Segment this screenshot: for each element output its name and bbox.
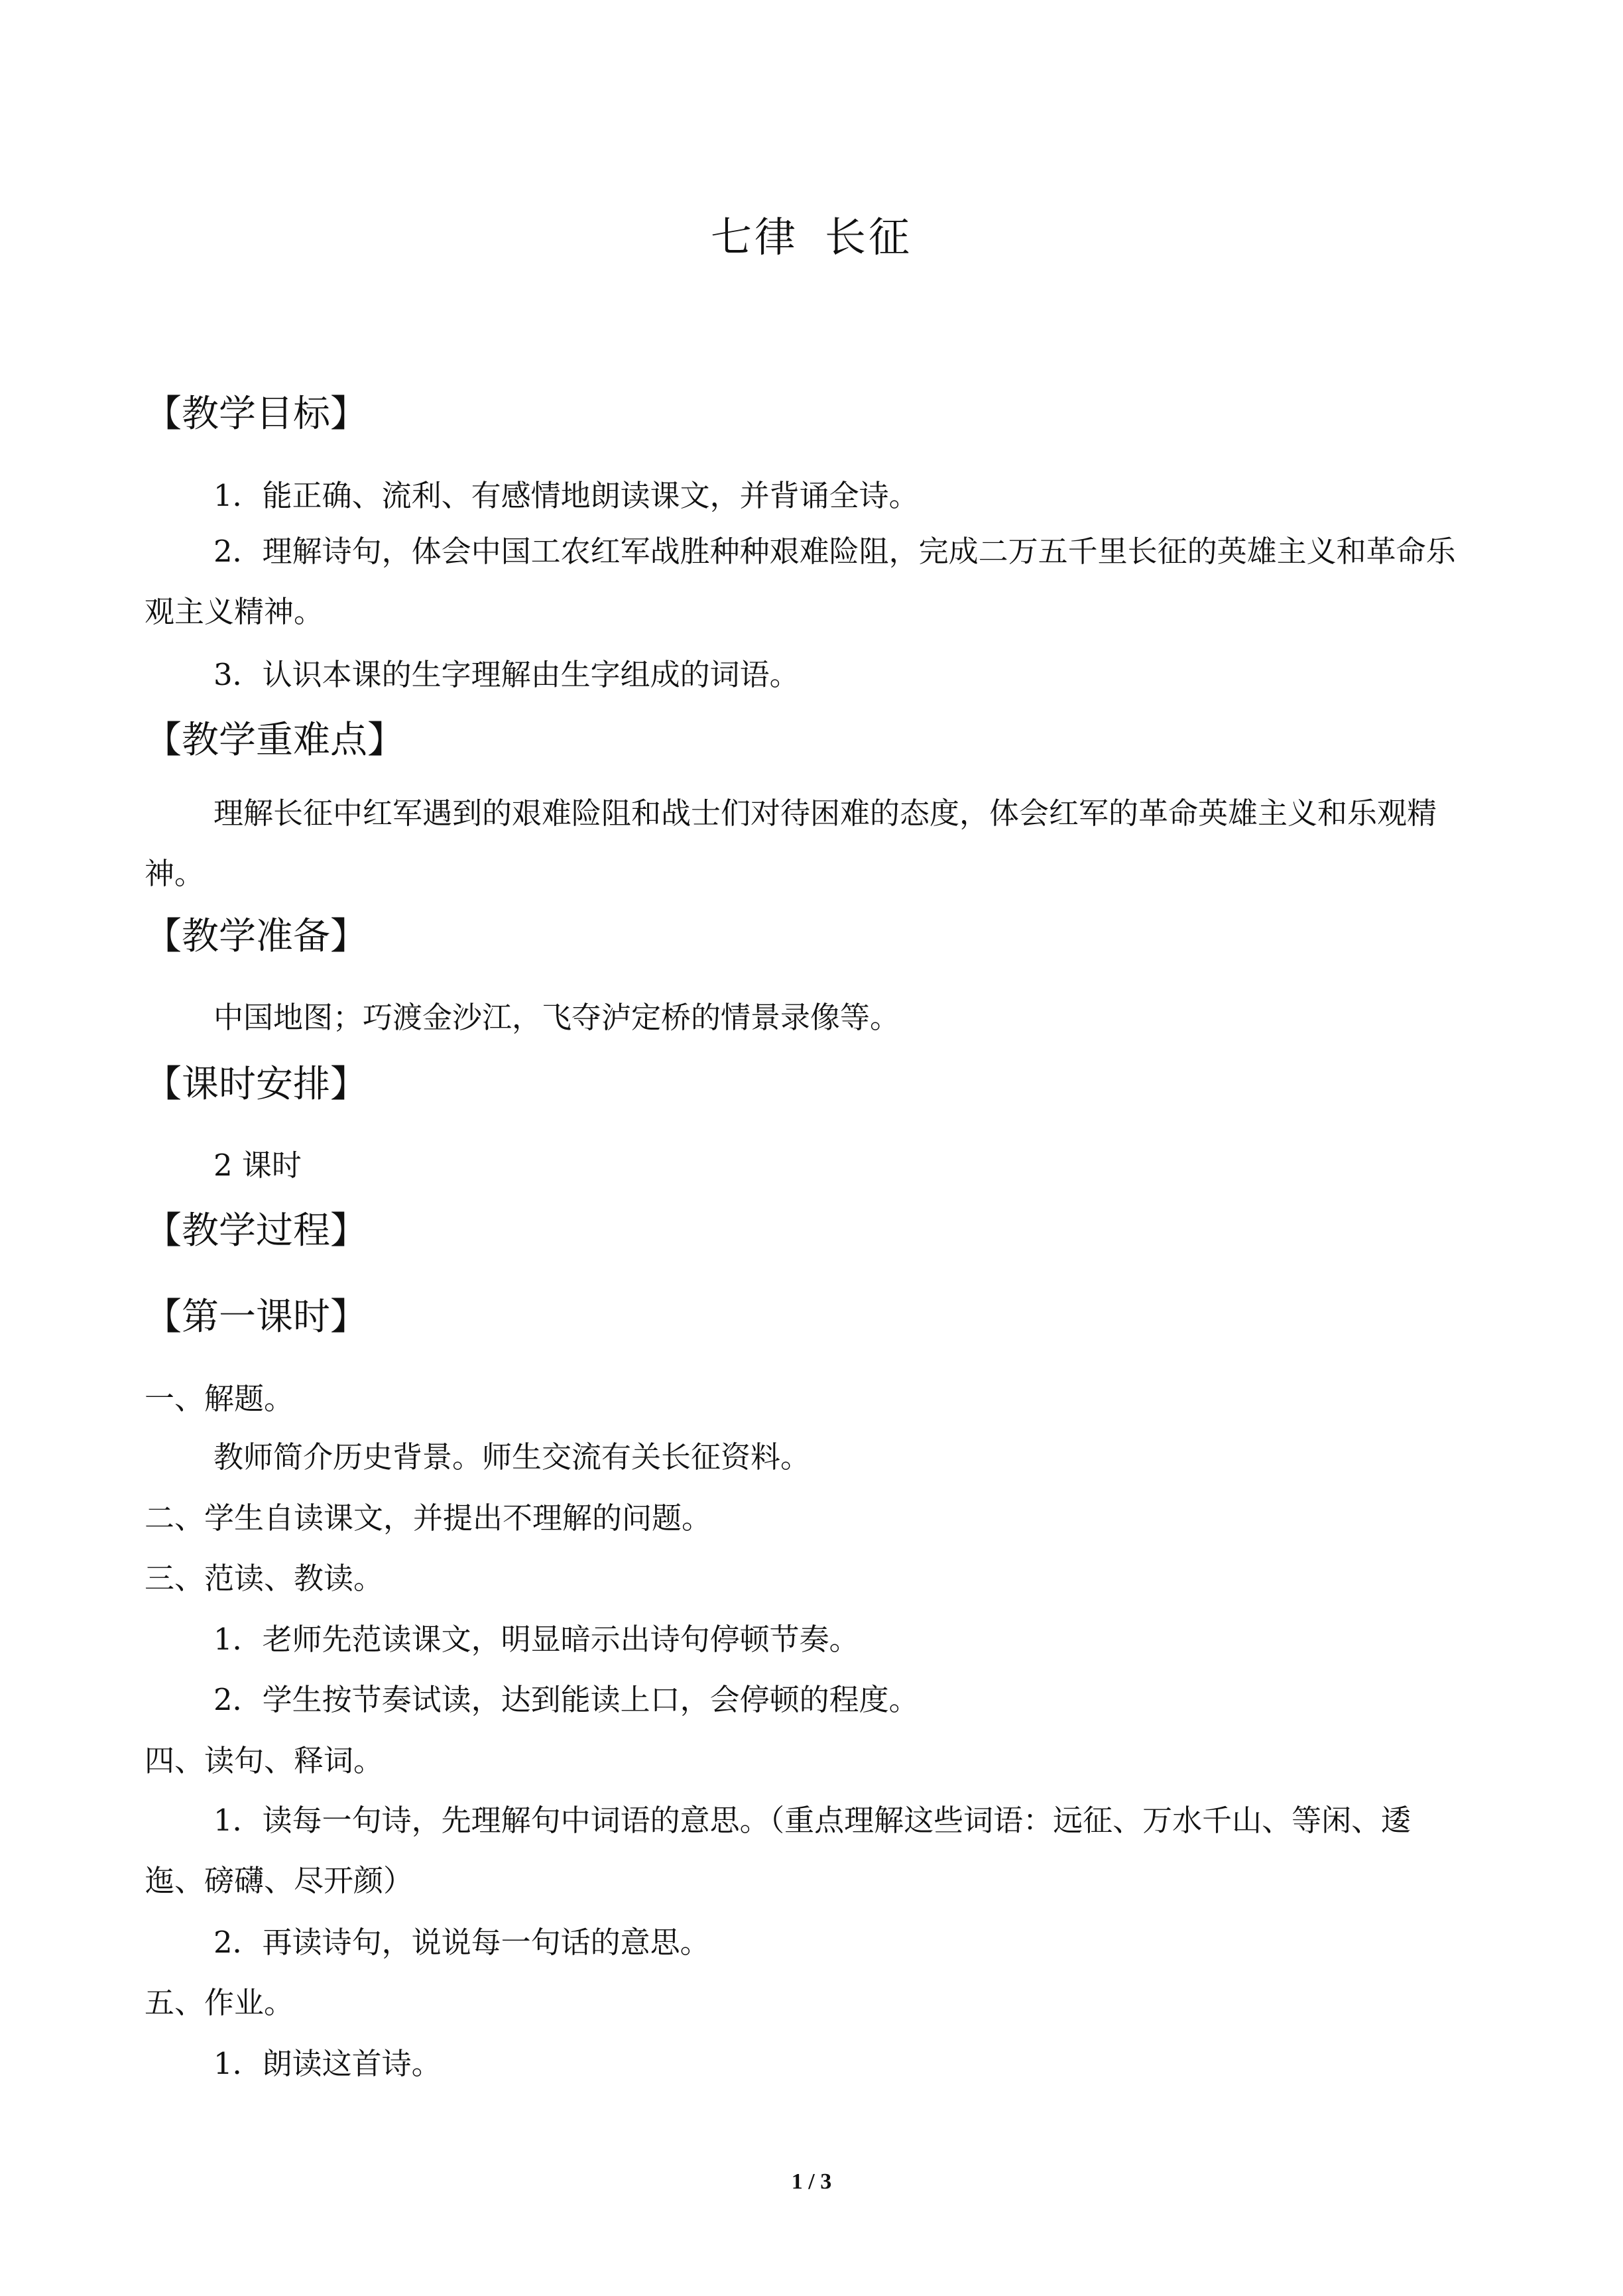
- lesson1-step-1-detail: 教师简介历史背景。师生交流有关长征资料。: [213, 1439, 811, 1475]
- section-heading-schedule: 【课时安排】: [145, 1063, 367, 1106]
- lesson1-step-3-item-2: 2．学生按节奏试读，达到能读上口，会停顿的程度。: [213, 1682, 919, 1717]
- section-heading-process: 【教学过程】: [145, 1209, 367, 1252]
- goal-item-2: 2．理解诗句，体会中国工农红军战胜种种艰难险阻，完成二万五千里长征的英雄主义和革命乐观主义精神。: [145, 534, 1456, 629]
- title-part-2: 长征: [825, 213, 913, 261]
- lesson1-step-3-item-1: 1．老师先范读课文，明显暗示出诗句停顿节奏。: [213, 1622, 859, 1657]
- goal-item-1: 1．能正确、流利、有感情地朗读课文，并背诵全诗。: [213, 478, 919, 513]
- goal-item-3: 3．认识本课的生字理解由生字组成的词语。: [213, 657, 800, 692]
- schedule-text: 2 课时: [213, 1148, 302, 1183]
- preparation-text: 中国地图；巧渡金沙江，飞夺泸定桥的情景录像等。: [213, 1000, 900, 1035]
- section-heading-lesson1: 【第一课时】: [145, 1296, 367, 1339]
- lesson1-step-4-item-1: 1．读每一句诗，先理解句中词语的意思。（重点理解这些词语：远征、万水千山、等闲、逶迤、磅礴、尽开颜）: [145, 1803, 1412, 1898]
- lesson1-step-3: 三、范读、教读。: [145, 1561, 384, 1596]
- section-heading-preparation: 【教学准备】: [145, 915, 367, 958]
- page-title: [0, 211, 1623, 264]
- lesson1-step-4-item-2: 2．再读诗句，说说每一句话的意思。: [213, 1925, 710, 1960]
- lesson1-step-5-item-1: 1．朗读这首诗。: [213, 2046, 442, 2081]
- lesson1-step-5: 五、作业。: [145, 1985, 294, 2020]
- section-heading-goals: 【教学目标】: [145, 393, 367, 436]
- key-points-text: 理解长征中红军遇到的艰难险阻和战士们对待困难的态度，体会红军的革命英雄主义和乐观精神。: [145, 796, 1437, 891]
- title-part-1: 七律: [710, 213, 798, 261]
- page-number: 1 / 3: [791, 2169, 832, 2194]
- lesson1-step-2: 二、学生自读课文，并提出不理解的问题。: [145, 1500, 712, 1536]
- section-heading-key-points: 【教学重难点】: [145, 719, 404, 762]
- lesson1-step-4: 四、读句、释词。: [145, 1743, 384, 1778]
- lesson1-step-1: 一、解题。: [145, 1381, 294, 1416]
